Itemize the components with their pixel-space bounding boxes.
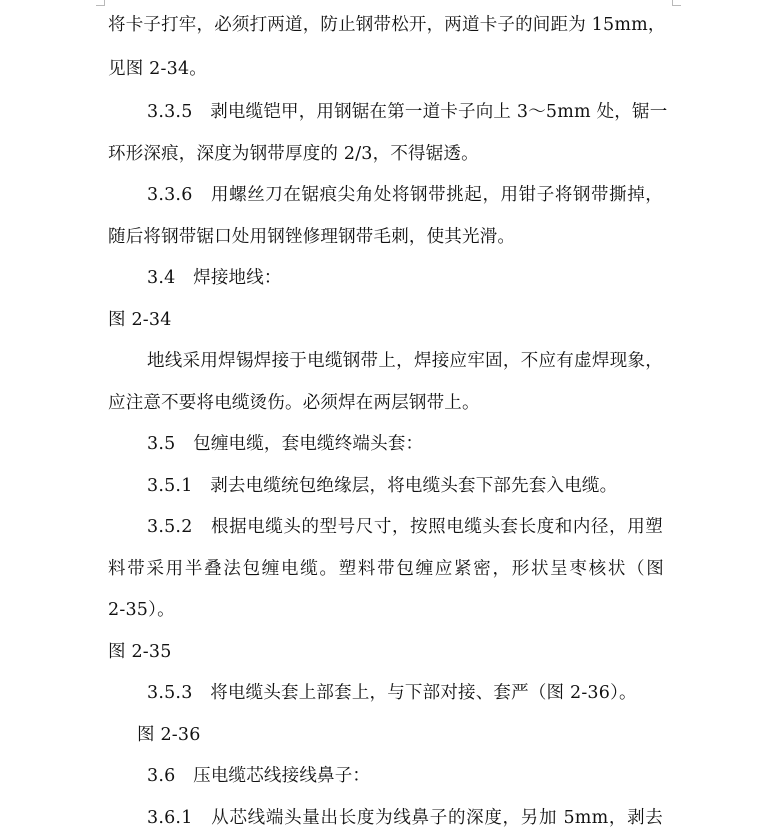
text-line (147, 100, 668, 124)
text-line (108, 391, 480, 415)
line-9-text: 地线采用焊锡焊接于电缆钢带上，焊接应牢固，不应有虚焊现象， (147, 351, 663, 371)
line-10-text: 应注意不要将电缆烫伤。必须焊在两层钢带上。 (108, 393, 480, 413)
section-heading (147, 432, 423, 456)
line-3-text: 3.3.5 剥电缆铠甲，用钢锯在第一道卡子向上 3～5mm 处，锯一 (147, 102, 668, 122)
line-1-text: 将卡子打牢，必须打两道，防止钢带松开，两道卡子的间距为 15mm， (108, 15, 666, 35)
text-line (147, 681, 637, 705)
text-line (108, 13, 664, 37)
section-heading (147, 764, 370, 788)
line-11-text: 3.5 包缠电缆，套电缆终端头套： (147, 434, 424, 454)
line-19-text: 3.6 压电缆芯线接线鼻子： (147, 766, 371, 786)
line-17-text: 3.5.3 将电缆头套上部套上，与下部对接、套严（图 2-36）。 (147, 683, 637, 703)
text-line (147, 183, 663, 207)
line-4-text: 环形深痕，深度为钢带厚度的 2/3，不得锯透。 (108, 144, 479, 164)
text-line (108, 142, 479, 166)
line-13-text: 3.5.2 根据电缆头的型号尺寸，按照电缆头套长度和内径，用塑 (147, 517, 663, 537)
line-20-text: 3.6.1 从芯线端头量出长度为线鼻子的深度，另加 5mm，剥去 (147, 808, 663, 828)
text-line (108, 225, 515, 249)
text-line (108, 557, 664, 581)
text-line (108, 598, 175, 622)
text-line (147, 349, 663, 373)
line-14-text: 料带采用半叠法包缠电缆。塑料带包缠应紧密，形状呈枣核状（图 (108, 559, 664, 579)
figure-label (108, 308, 172, 332)
line-2-text: 见图 2-34。 (108, 59, 207, 79)
text-line (147, 515, 663, 539)
line-15-text: 2-35）。 (108, 600, 175, 620)
corner-mark-right-h (672, 5, 681, 6)
corner-mark-left-h (96, 5, 105, 6)
text-line (147, 474, 617, 498)
line-5-text: 3.3.6 用螺丝刀在锯痕尖角处将钢带挑起，用钳子将钢带撕掉， (147, 185, 663, 205)
line-6-text: 随后将钢带锯口处用钢锉修理钢带毛刺，使其光滑。 (108, 227, 516, 247)
line-16-text: 图 2-35 (108, 642, 172, 662)
figure-label (108, 640, 172, 664)
section-heading (147, 266, 282, 290)
line-8-text: 图 2-34 (108, 310, 172, 330)
text-line (147, 806, 663, 830)
line-7-text: 3.4 焊接地线： (147, 268, 282, 288)
figure-label (137, 723, 201, 747)
line-12-text: 3.5.1 剥去电缆统包绝缘层，将电缆头套下部先套入电缆。 (147, 476, 618, 496)
text-line (108, 57, 207, 81)
line-18-text: 图 2-36 (137, 725, 201, 745)
